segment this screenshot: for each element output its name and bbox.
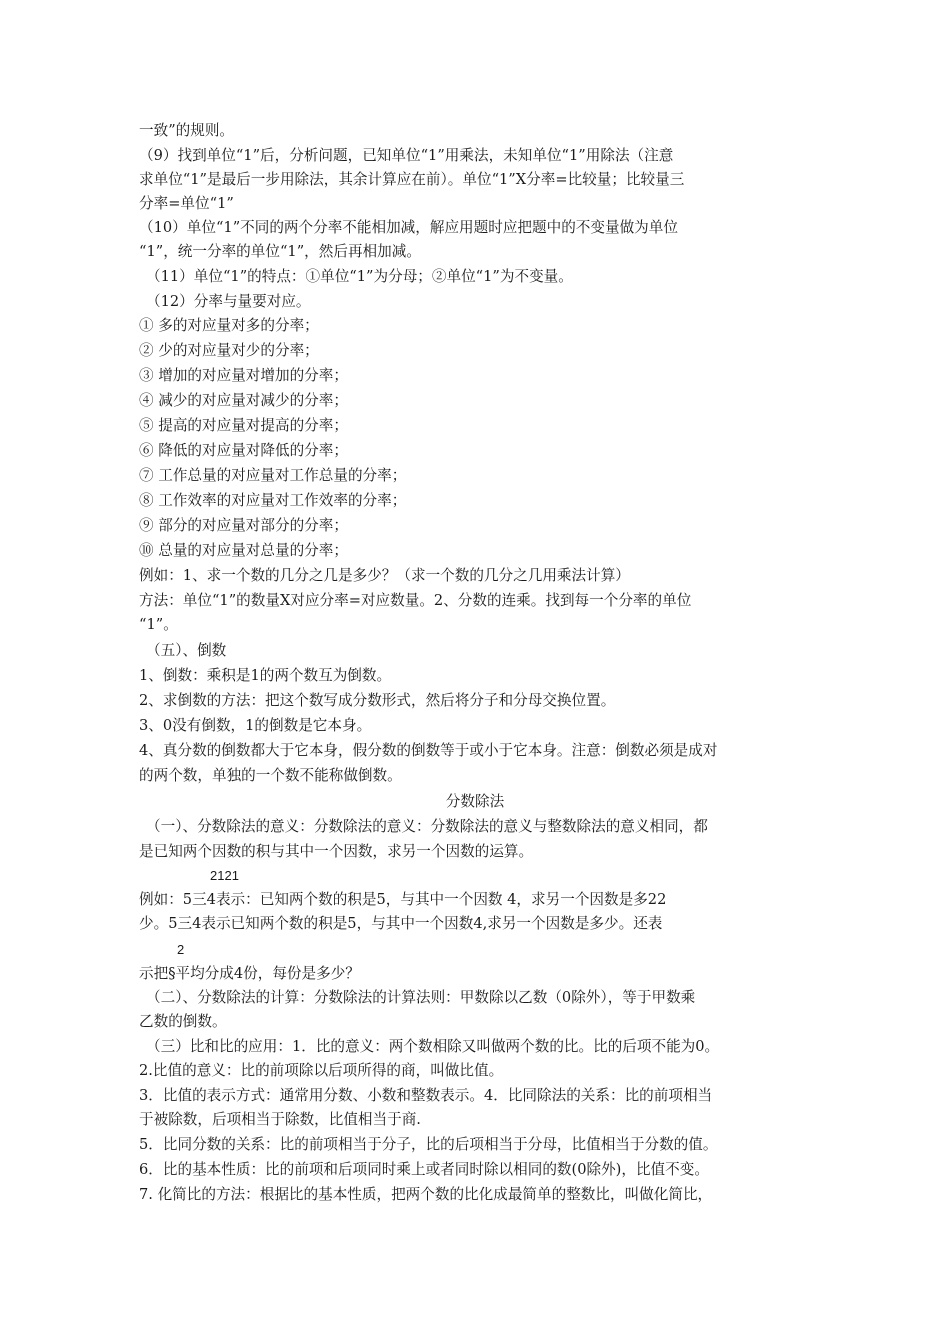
section-heading: （五）、倒数 [146, 642, 227, 659]
list-item: ③ 增加的对应量对增加的分率； [139, 367, 348, 384]
text-line: “1”。 [139, 616, 178, 633]
list-item: ① 多的对应量对多的分率； [139, 317, 319, 334]
list-item: ② 少的对应量对少的分率； [139, 342, 319, 359]
text-line: （三）比和比的应用：1．比的意义：两个数相除又叫做两个数的比。比的后项不能为0。 [146, 1038, 720, 1055]
list-item: ⑤ 提高的对应量对提高的分率； [139, 417, 348, 434]
text-line: 1、倒数：乘积是1的两个数互为倒数。 [139, 667, 392, 684]
text-line: 6．比的基本性质：比的前项和后项同时乘上或者同时除以相同的数(0除外)，比值不变。 [139, 1161, 709, 1178]
text-line: 于被除数，后项相当于除数，比值相当于商. [139, 1111, 421, 1128]
text-line: 5．比同分数的关系：比的前项相当于分子，比的后项相当于分母，比值相当于分数的值。 [139, 1136, 718, 1153]
text-line: 例如：5三4表示：已知两个数的积是5，与其中一个因数 4，求另一个因数是多22 [139, 891, 667, 908]
text-line: （9）找到单位“1”后，分析问题，已知单位“1”用乘法，未知单位“1”用除法（注意 [139, 147, 674, 164]
list-item: ⑥ 降低的对应量对降低的分率； [139, 442, 348, 459]
text-line: 是已知两个因数的积与其中一个因数，求另一个因数的运算。 [139, 843, 534, 860]
text-line: 3．比值的表示方式：通常用分数、小数和整数表示。4．比同除法的关系：比的前项相当 [139, 1087, 713, 1104]
text-line: “1”，统一分率的单位“1”，然后再相加减。 [139, 243, 421, 260]
fraction-denominator: 2 [177, 942, 185, 957]
text-line: 方法：单位“1”的数量X对应分率=对应数量。2、分数的连乘。找到每一个分率的单位 [139, 592, 692, 609]
text-line: 的两个数，单独的一个数不能称做倒数。 [139, 767, 402, 784]
text-line: （二）、分数除法的计算：分数除法的计算法则：甲数除以乙数（0除外），等于甲数乘 [146, 989, 696, 1006]
text-line: 一致”的规则。 [139, 122, 235, 139]
list-item: ⑩ 总量的对应量对总量的分率； [139, 542, 348, 559]
list-item: ⑧ 工作效率的对应量对工作效率的分率； [139, 492, 407, 509]
text-line: 乙数的倒数。 [139, 1013, 227, 1030]
text-line: 少。5三4表示已知两个数的积是5，与其中一个因数4,求另一个因数是多少。还表 [139, 915, 663, 932]
text-line: 示把§平均分成4份，每份是多少？ [139, 965, 360, 982]
list-item: ⑨ 部分的对应量对部分的分率； [139, 517, 348, 534]
section-title: 分数除法 [445, 793, 505, 810]
text-line: （10）单位“1”不同的两个分率不能相加减，解应用题时应把题中的不变量做为单位 [139, 219, 678, 236]
text-line: 例如：1、求一个数的几分之几是多少？（求一个数的几分之几用乘法计算） [139, 567, 630, 584]
text-line: 7. 化简比的方法：根据比的基本性质，把两个数的比化成最简单的整数比，叫做化简比， [139, 1186, 713, 1203]
text-line: （12）分率与量要对应。 [146, 293, 311, 310]
text-line: （一）、分数除法的意义：分数除法的意义：分数除法的意义与整数除法的意义相同，都 [146, 818, 708, 835]
text-line: 求单位“1”是最后一步用除法，其余计算应在前）。单位“1”X分率=比较量；比较量三 [139, 171, 685, 188]
list-item: ④ 减少的对应量对减少的分率； [139, 392, 348, 409]
text-line: 3、0没有倒数，1的倒数是它本身。 [139, 717, 372, 734]
text-line: （11）单位“1”的特点：①单位“1”为分母；②单位“1”为不变量。 [146, 268, 573, 285]
list-item: ⑦ 工作总量的对应量对工作总量的分率； [139, 467, 407, 484]
text-line: 2.比值的意义：比的前项除以后项所得的商，叫做比值。 [139, 1062, 504, 1079]
text-line: 4、真分数的倒数都大于它本身，假分数的倒数等于或小于它本身。注意：倒数必须是成对 [139, 742, 718, 759]
text-line: 2、求倒数的方法：把这个数写成分数形式，然后将分子和分母交换位置。 [139, 692, 616, 709]
text-line: 分率=单位“1” [139, 195, 234, 212]
fraction-numerators: 2121 [210, 868, 239, 883]
